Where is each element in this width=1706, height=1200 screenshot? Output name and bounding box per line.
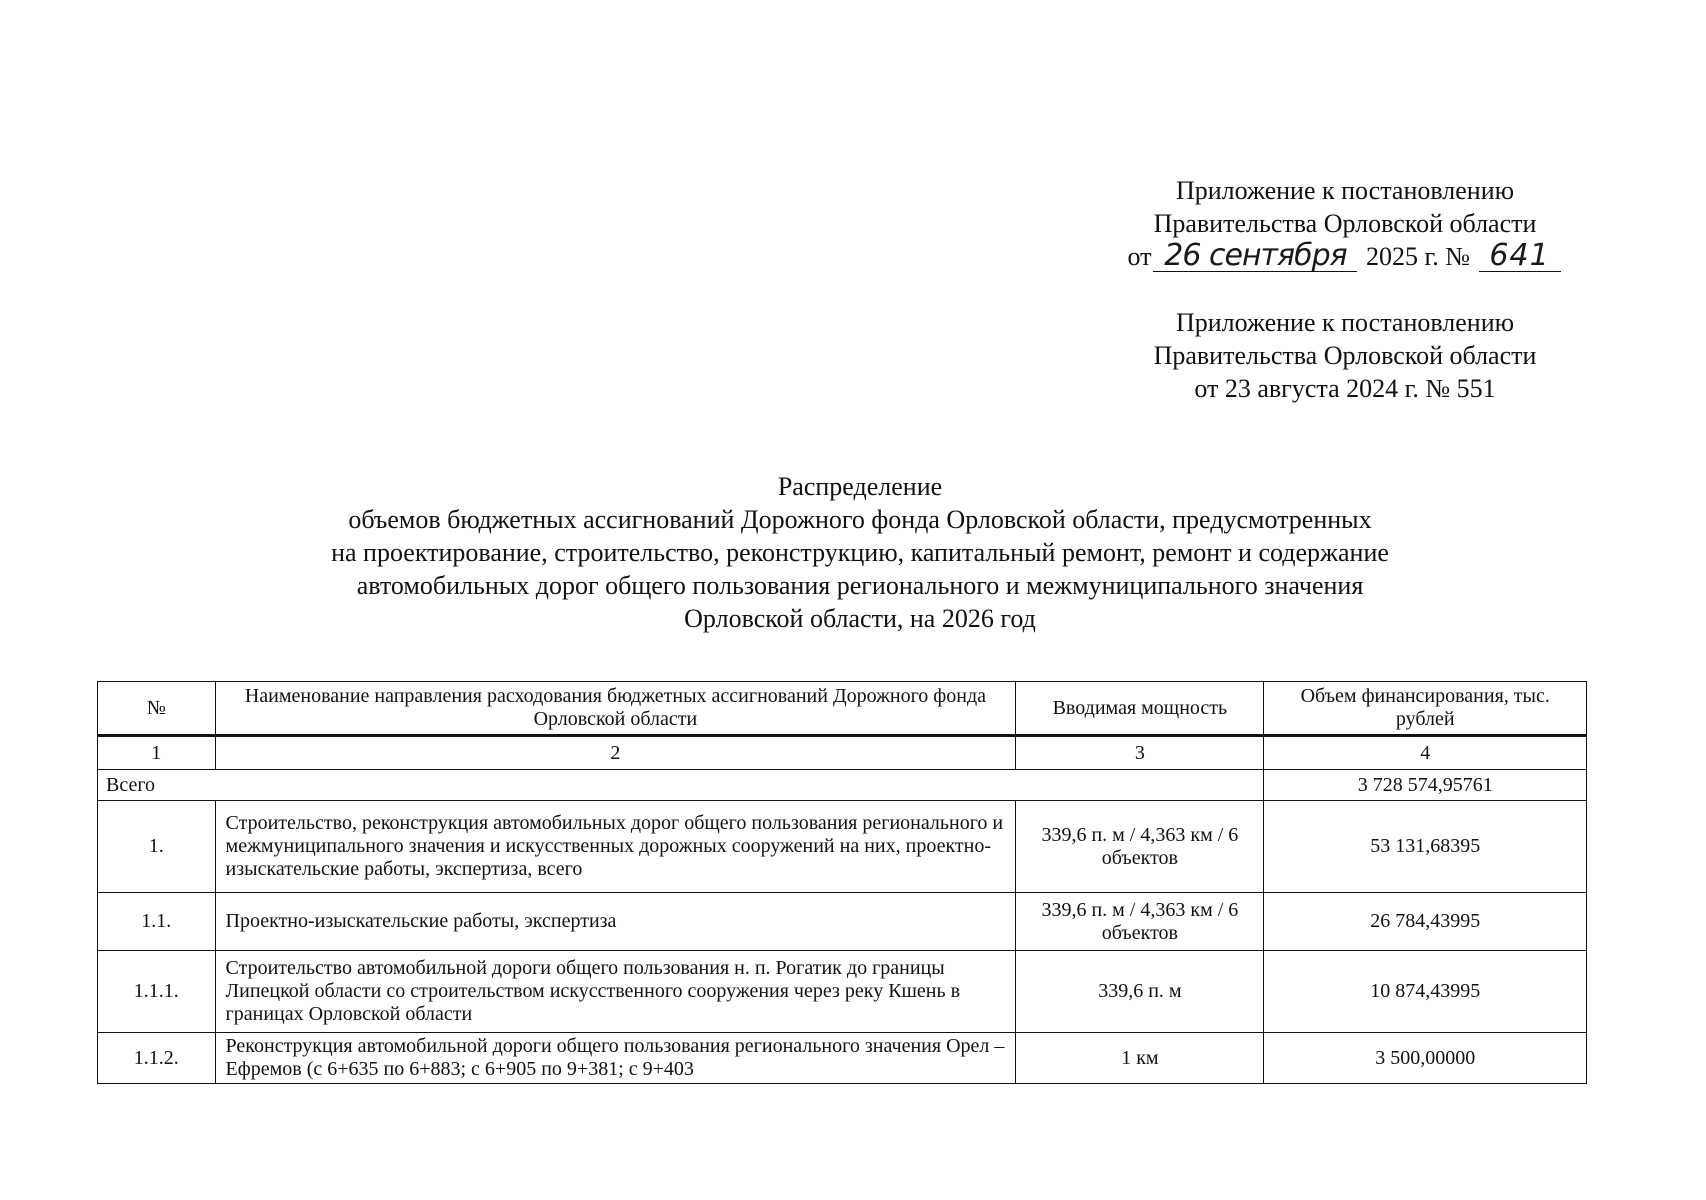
column-number: 1 — [98, 736, 216, 770]
table-header-row — [98, 682, 1587, 736]
row-amount: 26 784,43995 — [1264, 893, 1587, 951]
row-capacity: 1 км — [1016, 1033, 1264, 1084]
appendix-current-line2: Правительства Орловской области — [1153, 209, 1537, 238]
header-name: Наименование направления расходования бюджетных ассигнований Дорожного фонда Орловской области — [215, 682, 1016, 736]
appendix-current-line1: Приложение к постановлению — [1175, 176, 1515, 205]
allocation-table — [97, 681, 1587, 1084]
column-number: 4 — [1264, 736, 1587, 770]
row-amount: 53 131,68395 — [1264, 801, 1587, 893]
appendix-original-line2: Правительства Орловской области — [1153, 341, 1537, 370]
row-number: 1.1.2. — [98, 1033, 216, 1084]
header-amount: Объем финансирования, тыс. рублей — [1264, 682, 1587, 736]
column-number: 2 — [215, 736, 1016, 770]
column-number: 3 — [1016, 736, 1264, 770]
table-row — [98, 801, 1587, 893]
total-label: Всего — [98, 770, 1264, 801]
row-name: Строительство автомобильной дороги общего пользования н. п. Рогатик до границы Липецкой области со строительством искусственного сооружения через реку Кшень в границах Орловской области — [215, 951, 1016, 1033]
total-amount: 3 728 574,95761 — [1264, 770, 1587, 801]
row-amount: 10 874,43995 — [1264, 951, 1587, 1033]
row-capacity: 339,6 п. м — [1016, 951, 1264, 1033]
handwritten-number: 641 — [1479, 241, 1561, 272]
document-title — [120, 470, 1600, 635]
appendix-original — [1110, 306, 1580, 405]
title-line2: объемов бюджетных ассигнований Дорожного фонда Орловской области, предусмотренных — [348, 505, 1372, 534]
title-line3: на проектирование, строительство, реконструкцию, капитальный ремонт, ремонт и содержание — [331, 538, 1389, 567]
row-capacity: 339,6 п. м / 4,363 км / 6 объектов — [1016, 801, 1264, 893]
row-number: 1.1. — [98, 893, 216, 951]
appendix-current-prefix: от — [1127, 242, 1152, 271]
total-row — [98, 770, 1587, 801]
appendix-original-line3: от 23 августа 2024 г. № 551 — [1194, 374, 1496, 403]
appendix-current-line3 — [1110, 240, 1580, 273]
title-line1: Распределение — [777, 472, 943, 501]
table-row — [98, 1033, 1587, 1084]
row-name: Строительство, реконструкция автомобильных дорог общего пользования регионального и межмуниципального значения и искусственных дорожных сооружений на них, проектно-изыскательские работы, экспертиза, всего — [215, 801, 1016, 893]
row-name: Реконструкция автомобильной дороги общего пользования регионального значения Орел – Ефремов (с 6+635 по 6+883; с 6+905 по 9+381; с 9+403 — [215, 1033, 1016, 1084]
header-number: № — [98, 682, 216, 736]
appendix-current — [1110, 174, 1580, 273]
appendix-original-line1: Приложение к постановлению — [1175, 308, 1515, 337]
row-capacity: 339,6 п. м / 4,363 км / 6 объектов — [1016, 893, 1264, 951]
row-number: 1. — [98, 801, 216, 893]
column-number-row — [98, 736, 1587, 770]
header-capacity: Вводимая мощность — [1016, 682, 1264, 736]
appendix-current-year: 2025 г. № — [1365, 242, 1471, 271]
handwritten-date: 26 сентября — [1153, 241, 1357, 272]
title-line4: автомобильных дорог общего пользования регионального и межмуниципального значения — [356, 571, 1364, 600]
row-number: 1.1.1. — [98, 951, 216, 1033]
row-name: Проектно-изыскательские работы, экспертиза — [215, 893, 1016, 951]
table-row — [98, 951, 1587, 1033]
table-row — [98, 893, 1587, 951]
title-line5: Орловской области, на 2026 год — [684, 604, 1036, 633]
row-amount: 3 500,00000 — [1264, 1033, 1587, 1084]
